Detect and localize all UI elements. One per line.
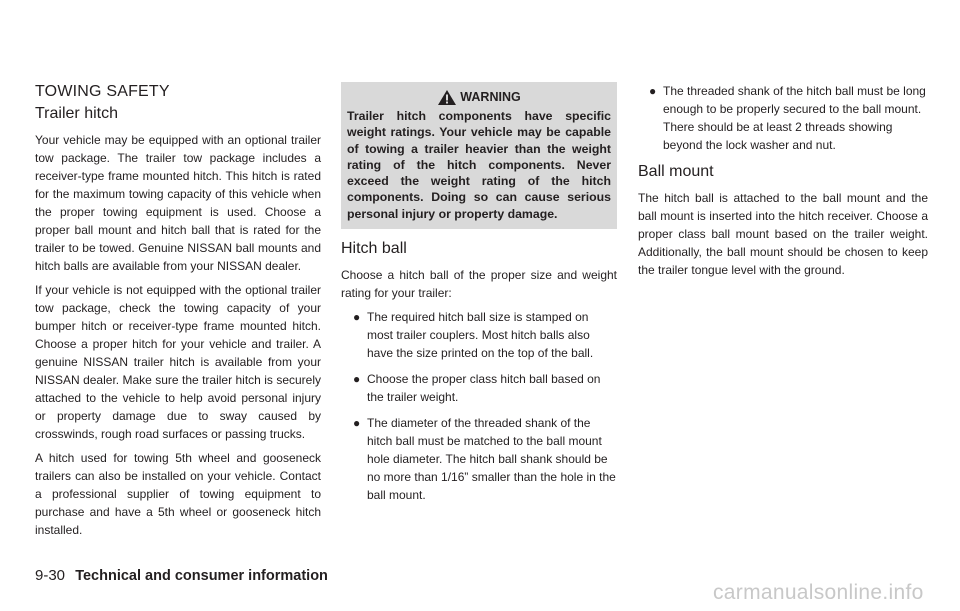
bullet-list xyxy=(638,82,928,154)
list-item xyxy=(341,370,617,406)
warning-box xyxy=(341,82,617,229)
list-item-text: The required hitch ball size is stamped on most trailer couplers. Most hitch balls also have the size printed on the top of the ball. xyxy=(367,310,594,361)
paragraph: Choose a hitch ball of the proper size and weight rating for your trailer: xyxy=(341,268,617,301)
paragraph: The hitch ball is attached to the ball mount and the ball mount is inserted into the hitch receiver. Choose a proper class ball mount based on the trailer weight. Additionally, the ball mount should be chosen to keep the trailer tongue level with the ground. xyxy=(638,191,928,277)
list-item xyxy=(638,82,928,154)
subtitle-hitch-ball: Hitch ball xyxy=(341,240,407,258)
middle-column xyxy=(341,82,617,512)
left-column xyxy=(35,82,321,545)
right-column xyxy=(638,82,928,285)
section-title: TOWING SAFETY xyxy=(35,83,170,100)
list-item-text: The diameter of the threaded shank of the hitch ball must be matched to the ball mount hole diameter. The hitch ball shank should be no more than 1/16” smaller than the hole in the ball mount. xyxy=(367,416,616,503)
watermark: carmanualsonline.info xyxy=(713,581,924,604)
list-item xyxy=(341,308,617,362)
page-footer xyxy=(35,566,328,586)
warning-triangle-icon xyxy=(437,89,457,106)
paragraph: If your vehicle is not equipped with the optional trailer tow package, check the towing capacity of your bumper hitch or receiver-type frame mounted hitch. Choose a proper hitch for your vehicle and trailer. A genuine NISSAN trailer hitch is available from your NISSAN dealer. Make sure the trailer hitch is securely attached to the vehicle to help avoid personal injury or property damage due to sway caused by crosswinds, rough road surfaces or passing trucks. xyxy=(35,283,321,441)
bullet-icon: ● xyxy=(353,310,361,325)
warning-label: WARNING xyxy=(460,90,521,104)
warning-text: Trailer hitch components have specific weight ratings. Your vehicle may be capable of towing a trailer heavier than the weight rating of the hitch components. Never exceed the weight rating of the hitch components. Doing so can cause serious personal injury or property damage. xyxy=(347,109,611,221)
subtitle-trailer-hitch: Trailer hitch xyxy=(35,105,118,122)
bullet-icon: ● xyxy=(353,372,361,387)
paragraph: Your vehicle may be equipped with an optional trailer tow package. The trailer tow package includes a receiver-type frame mounted hitch. This hitch is rated for the maximum towing capacity of this vehicle when the proper towing equipment is used. Choose a proper ball mount and hitch ball that is rated for the trailer to be towed. Genuine NISSAN ball mounts and hitch balls are available from your NISSAN dealer. xyxy=(35,133,321,273)
bullet-icon: ● xyxy=(649,84,657,98)
subtitle-ball-mount: Ball mount xyxy=(638,163,714,180)
page-number: 9-30 xyxy=(35,567,66,584)
list-item-text: Choose the proper class hitch ball based on the trailer weight. xyxy=(367,372,601,405)
paragraph: A hitch used for towing 5th wheel and gooseneck trailers can also be installed on your vehicle. Contact a professional supplier of towing equipment to purchase and have a 5th wheel or gooseneck hitch installed. xyxy=(35,451,321,537)
warning-header xyxy=(347,88,611,106)
bullet-icon: ● xyxy=(353,416,361,431)
list-item xyxy=(341,414,617,504)
list-item-text: The threaded shank of the hitch ball must be long enough to be properly secured to the ball mount. There should be at least 2 threads showing beyond the lock washer and nut. xyxy=(663,84,926,152)
chapter-title: Technical and consumer information xyxy=(75,568,328,584)
bullet-list xyxy=(341,308,617,504)
